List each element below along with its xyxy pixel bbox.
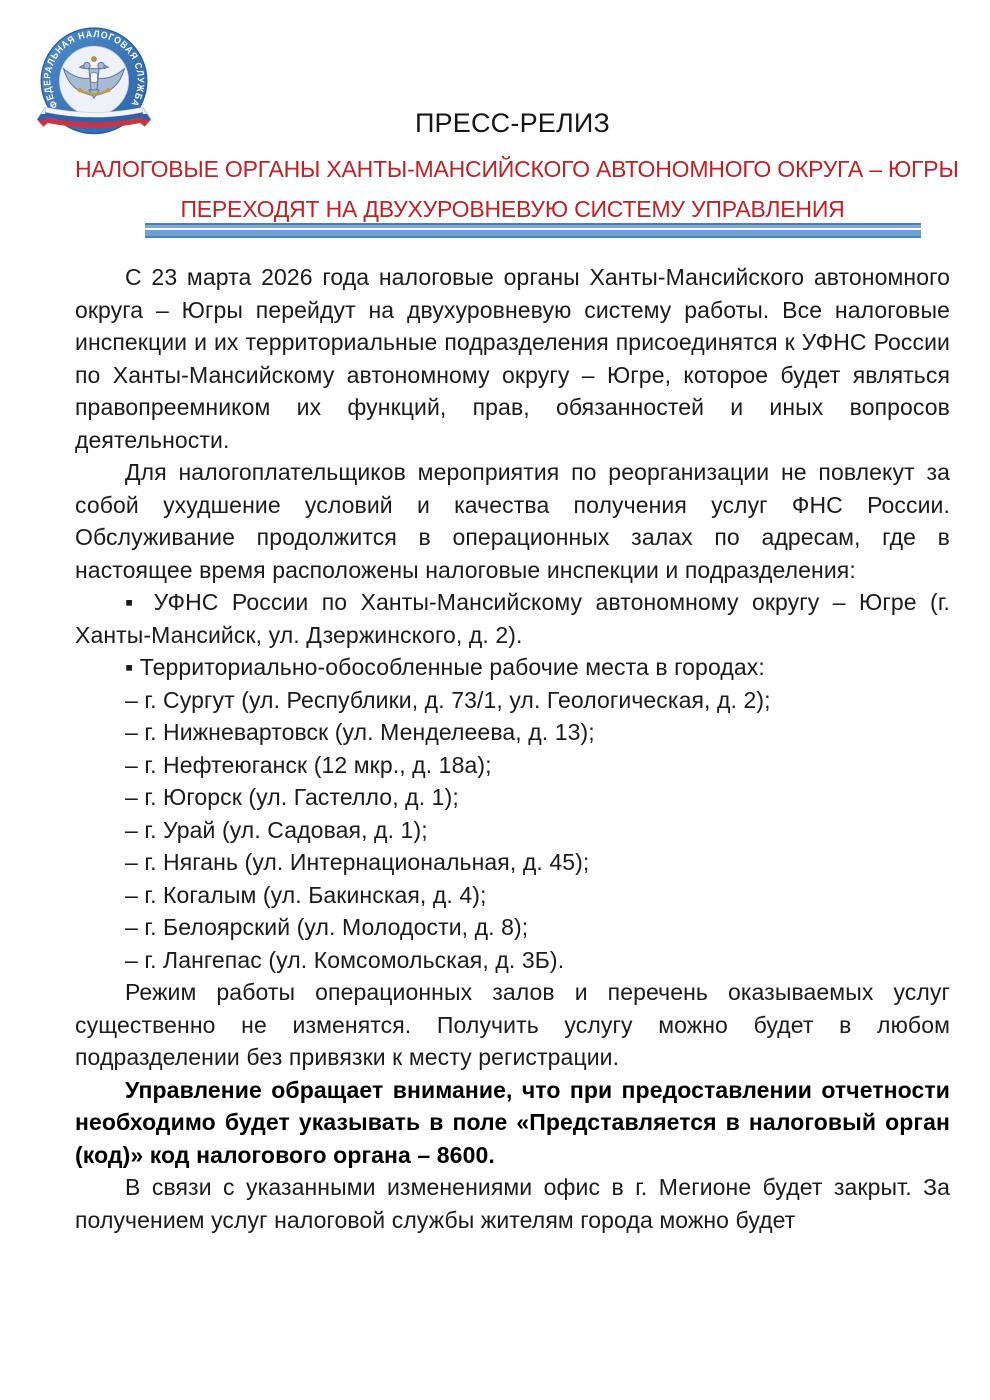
address-item-kogalym: – г. Когалым (ул. Бакинская, д. 4); [125,881,487,908]
headline-line-2: ПЕРЕХОДЯТ НА ДВУХУРОВНЕВУЮ СИСТЕМУ УПРАВЛЕНИЯ [180,196,845,222]
ring-text: ФЕДЕРАЛЬНАЯ НАЛОГОВАЯ СЛУЖБА [42,28,146,111]
paragraph-megion: В связи с указанными изменениями офис в г. Мегионе будет закрыт. За получением услуг налоговой службы жителям города можно будет [75,1174,950,1233]
paragraph-service-mode: Режим работы операционных залов и перечень оказываемых услуг существенно не изменятся. Получить услугу можно будет в любом подразделении без привязки к месту регистрации. [75,979,950,1070]
paragraph-taxpayers: Для налогоплательщиков мероприятия по реорганизации не повлекут за собой ухудшение условий и качества получения услуг ФНС России. Обслуживание продолжится в операционных залах по адресам, где в настоящее время расположены налоговые инспекции и подразделения: [75,459,950,583]
address-item-nizhnevartovsk: – г. Нижневартовск (ул. Менделеева, д. 13); [125,719,595,745]
address-item-nyagan: – г. Нягань (ул. Интернациональная, д. 45); [125,849,590,875]
address-item-uray: – г. Урай (ул. Садовая, д. 1); [125,816,428,843]
paragraph-intro: С 23 марта 2026 года налоговые органы Ханты-Мансийского автономного округа – Югры перейдут на двухуровневую систему работы. Все налоговые инспекции и их территориальные подразделения присоединятся к УФНС России по Ханты-Мансийскому автономному округу – Югре, которое будет являться правопреемником их функций, прав, обязанностей и иных вопросов деятельности. [75,264,950,453]
decorative-divider [145,223,921,238]
address-item-nefteyugansk: – г. Нефтеюганск (12 мкр., д. 18а); [125,751,492,778]
headline-line-1: НАЛОГОВЫЕ ОРГАНЫ ХАНТЫ-МАНСИЙСКОГО АВТОНОМНОГО ОКРУГА – ЮГРЫ [75,156,959,182]
address-item-beloyarsky: – г. Белоярский (ул. Молодости, д. 8); [125,914,529,940]
headline [75,149,959,229]
address-item-surgut: – г. Сургут (ул. Республики, д. 73/1, ул. Геологическая, д. 2); [125,686,771,713]
doc-type-title: ПРЕСС-РЕЛИЗ [414,108,611,138]
bullet-item-workplaces: ▪ Территориально-обособленные рабочие места в городах: [125,654,765,680]
bullet-item-ufns: ▪ УФНС России по Ханты-Мансийскому автономному округу – Югре (г. Ханты-Мансийск, ул. Дзержинского, д. 2). [75,589,950,648]
address-item-langepas: – г. Лангепас (ул. Комсомольская, д. 3Б). [125,946,565,973]
body-text [75,261,950,1236]
paragraph-code-notice: Управление обращает внимание, что при предоставлении отчетности необходимо будет указывать в поле «Представляется в налоговый орган (код)» код налогового органа – 8600. [75,1076,950,1168]
address-item-yugorsk: – г. Югорск (ул. Гастелло, д. 1); [125,784,459,810]
